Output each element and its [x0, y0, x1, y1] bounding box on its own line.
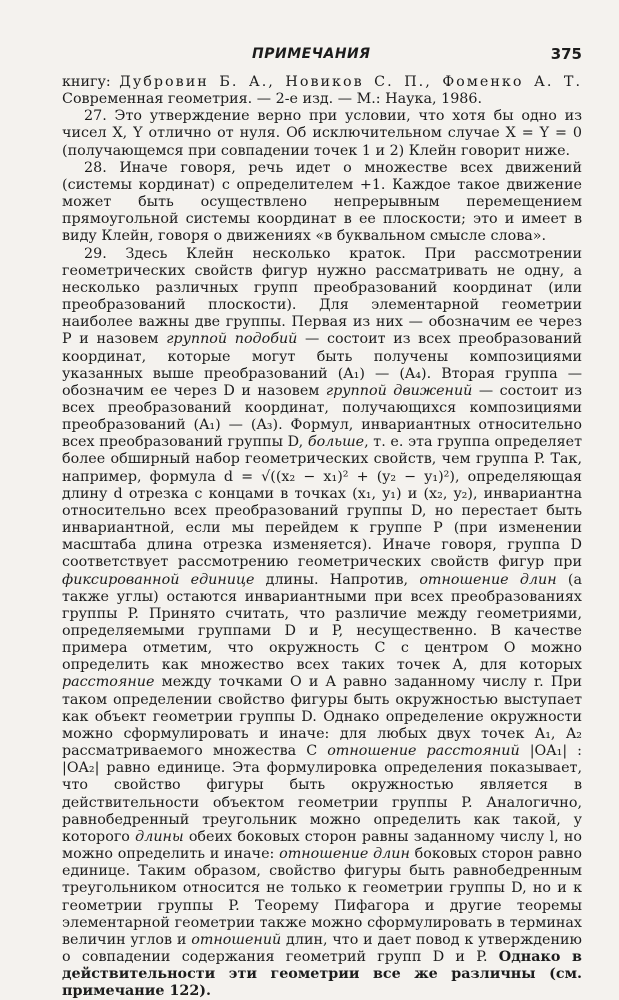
- note-27: 27. Это утверждение верно при условии, что хотя бы одно из чисел X, Y отлично от нуля. Об исключительном случае X = Y = 0 (получающемся при совпадении точек 1 и 2) Клейн говорит ниже.: [62, 108, 582, 159]
- note-29-text: , т. е. эта группа определяет более обширный набор геометрических свойств, чем группа P. Так, например, формула d = √((x₂ − x₁)² + (y₂ − y₁)²), определяющая длину d отрезка с концами в точках (x₁, y₁) и (x₂, y₂), инвариантна относительно всех преобразований группы D, но перестает быть инвариантной, если мы перейдем к группе P (при изменении масштаба длина отрезка изменяется). Иначе говоря, группа D соответствует рассмотрению геометрических свойств фигур при: [62, 434, 582, 571]
- note-29-text: — состоит из всех преобразований координат, получающихся композициями преобразований (A₁) — (A₃). Формул, инвариантных относительно всех преобразований группы D,: [62, 382, 582, 451]
- note-29-emphasis: фиксированной единице: [62, 571, 255, 588]
- note-authors: Дубровин Б. А., Новиков С. П., Фоменко А. Т.: [119, 74, 582, 90]
- notes-body: [62, 74, 582, 1000]
- note-prefix: книгу:: [62, 74, 120, 90]
- note-29-emphasis: отношение длин: [279, 846, 410, 863]
- note-29-emphasis: больше: [307, 434, 365, 451]
- note-29-emphasis: длины: [135, 828, 184, 845]
- page-number: 375: [550, 45, 582, 63]
- book-page: [62, 40, 582, 1000]
- note-29-text: между точками O и A равно заданному числу r. При таком определении свойство фигуры быть окружностью выступает как объект геометрии группы D. Однако определение окружности можно сформулировать и иначе: для любых двух точек A₁, A₂ рассматриваемого множества C: [62, 674, 582, 760]
- running-header: [62, 40, 582, 70]
- note-29: [62, 246, 582, 1000]
- note-29-text: (а также углы) остаются инвариантными при всех преобразованиях группы P. Принято считать, что различие между геометриями, определяемыми группами D и P, несущественно. В качестве примера отметим, что окружность C с центром O можно определить как множество всех таких точек A, для которых: [62, 571, 582, 674]
- note-29-emphasis: отношение длин: [419, 571, 557, 588]
- note-29-emphasis: расстояние: [62, 674, 155, 691]
- note-29-text: длин, что и дает повод к утверждению о совпадении содержания геометрий групп D и P.: [62, 931, 582, 965]
- note-29-text: длины. Напротив,: [254, 571, 420, 588]
- note-reference: Современная геометрия. — 2-е изд. — М.: Наука, 1986.: [62, 91, 483, 108]
- note-29-emphasis: группой подобий: [166, 331, 298, 348]
- note-29-emphasis: отношений: [191, 931, 282, 948]
- note-29-text: 29. Здесь Клейн несколько краток. При рассмотрении геометрических свойств фигур нужно рассматривать не одну, а несколько различных групп преобразований координат (или преобразований плоскости). Для элементарной геометрии наиболее важны две группы. Первая из них — обозначим ее через P и назовем: [62, 245, 582, 348]
- note-29-emphasis: группой движений: [325, 382, 473, 399]
- note-29-text: боковых сторон равно единице. Таким образом, свойство фигуры быть равнобедренным треугольником относится не только к геометрии группы D, но и к геометрии группы P. Теорему Пифагора и другие теоремы элементарной геометрии также можно сформулировать в терминах величин углов и: [62, 846, 582, 948]
- note-continuation: [62, 74, 582, 108]
- note-28: 28. Иначе говоря, речь идет о множестве всех движений (системы кординат) с определителем +1. Каждое такое движение может быть осуществлено непрерывным перемещением прямоугольной системы координат в ее плоскости; это и имеет в виду Клейн, говоря о движениях «в буквальном смысле слова».: [62, 159, 582, 245]
- running-title: ПРИМЕЧАНИЯ: [252, 46, 371, 62]
- note-29-emphasis: отношение расстояний: [327, 743, 520, 760]
- note-29-text: обеих боковых сторон равны заданному числу l, но можно определить и иначе:: [62, 828, 582, 863]
- note-29-bold-conclusion: Однако в действительности эти геометрии все же различны (см. примечание 122).: [62, 948, 582, 1000]
- note-29-text: |OA₁| : |OA₂| равно единице. Эта формулировка определения показывает, что свойство фигуры быть окружностью является в действительности объектом геометрии группы P. Аналогично, равнобедренный треугольник можно определить как такой, у которого: [62, 743, 582, 845]
- note-29-text: — состоит из всех преобразований координат, которые могут быть получены композициями указанных выше преобразований (A₁) — (A₄). Вторая группа — обозначим ее через D и назовем: [62, 331, 582, 399]
